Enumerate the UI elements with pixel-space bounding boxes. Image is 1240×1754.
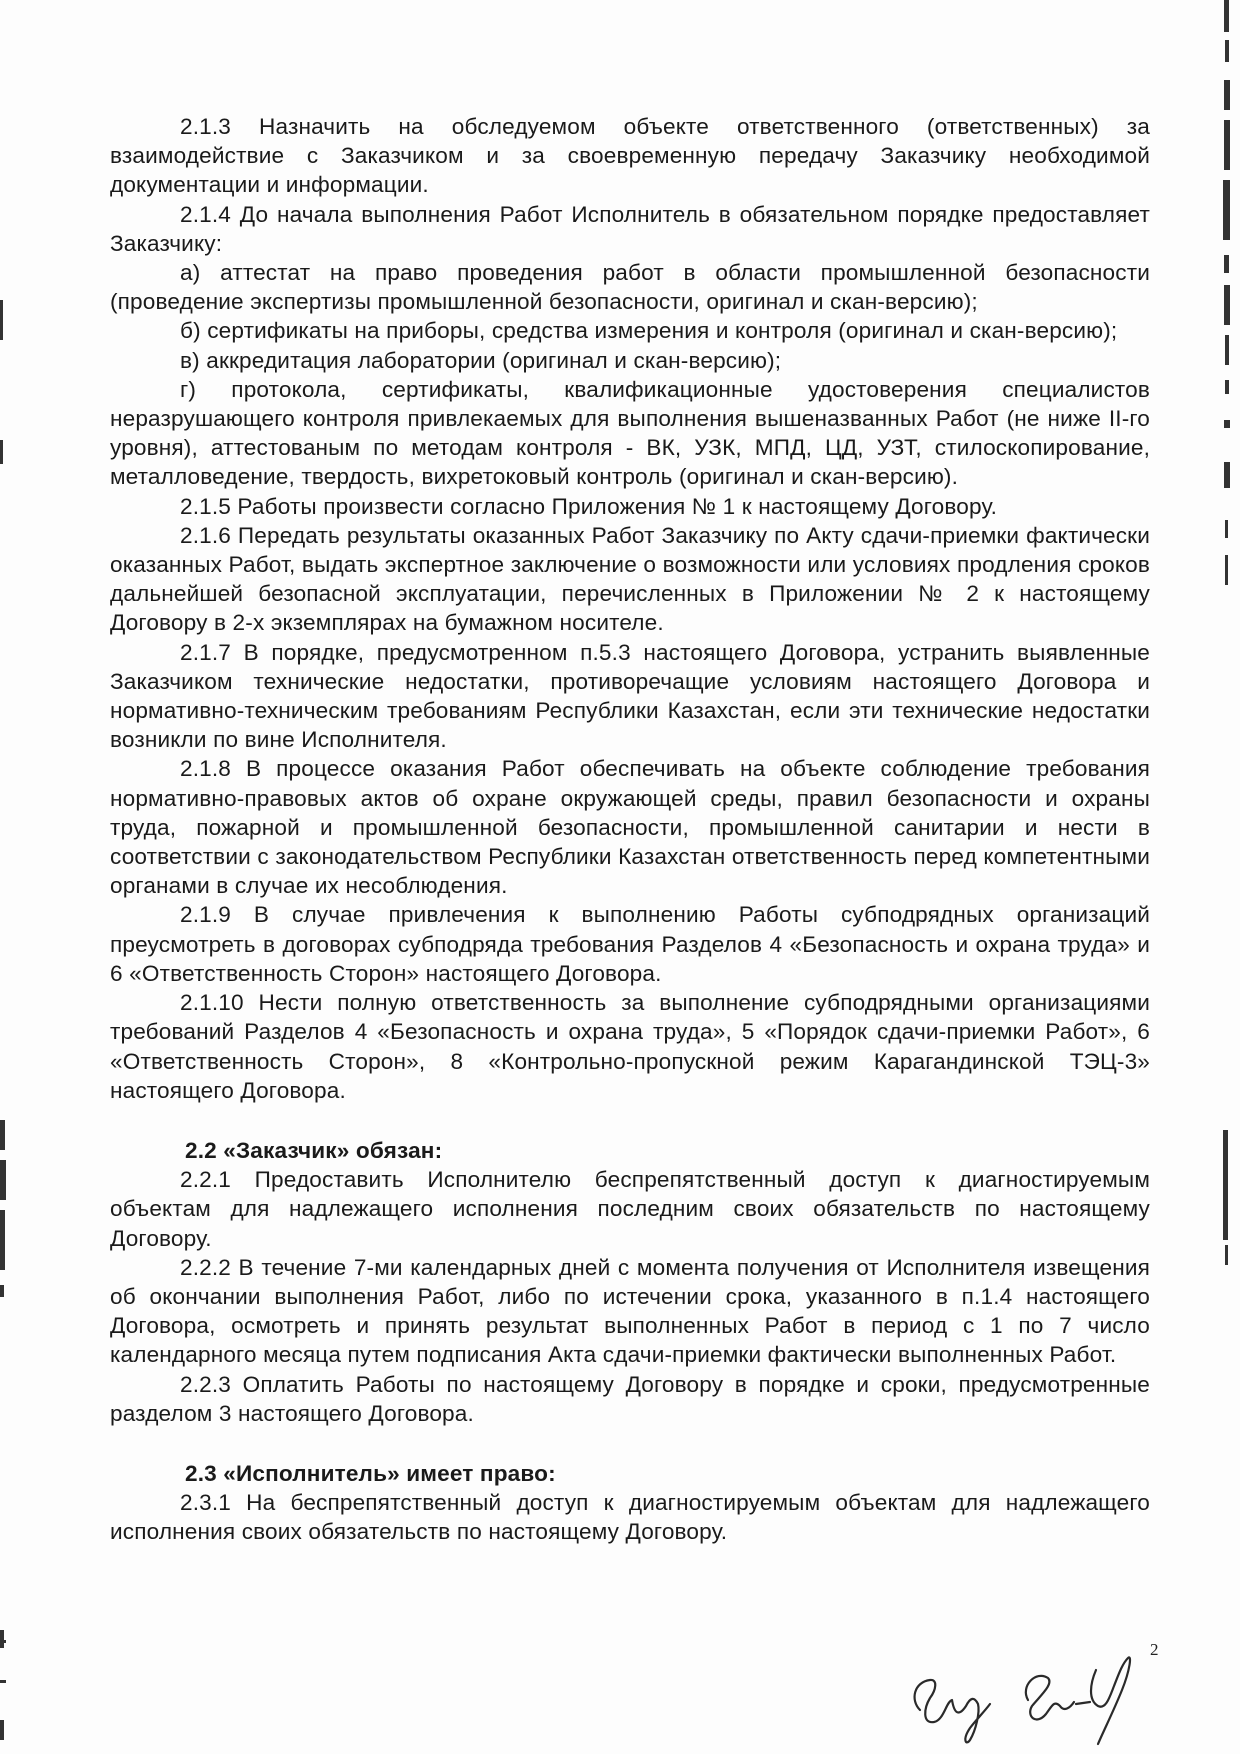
- paragraph-gap: [110, 1428, 1150, 1459]
- document-body: [110, 112, 1150, 1547]
- paragraph: 2.1.7 В порядке, предусмотренном п.5.3 настоящего Договора, устранить выявленные Заказчиком технические недостатки, противоречащие условиям настоящего Договора и нормативно-техническим требованиям Республики Казахстан, если эти технические недостатки возникли по вине Исполнителя.: [110, 639, 1150, 753]
- paragraph: 2.1.8 В процессе оказания Работ обеспечивать на объекте соблюдение требования нормативно-правовых актов об охране окружающей среды, правил безопасности и охраны труда, пожарной и промышленной безопасности, промышленной санитарии и нести в соответствии с законодательством Республики Казахстан ответственность перед компетентными органами в случае их несоблюдения.: [110, 756, 1150, 899]
- paragraph: 2.3.1 На беспрепятственный доступ к диагностируемым объектам для надлежащего исполнения своих обязательств по настоящему Договору.: [110, 1490, 1150, 1545]
- signature-left: [915, 1680, 990, 1742]
- paragraph: 2.1.10 Нести полную ответственность за выполнение субподрядными организациями требований Разделов 4 «Безопасность и охрана труда», 5 «Порядок сдачи-приемки Работ», 6 «Ответственность Сторон», 8 «Контрольно-пропускной режим Карагандинской ТЭЦ-3» настоящего Договора.: [110, 990, 1150, 1103]
- paragraph: 2.1.5 Работы произвести согласно Приложения № 1 к настоящему Договору.: [180, 493, 998, 519]
- paragraph: в) аккредитация лаборатории (оригинал и скан-версию);: [180, 347, 782, 373]
- paragraph: б) сертификаты на приборы, средства измерения и контроля (оригинал и скан-версию);: [180, 318, 1118, 344]
- paragraph: 2.1.9 В случае привлечения к выполнению Работы субподрядных организаций преусмотреть в договорах субподряда требования Разделов 4 «Безопасность и охрана труда» и 6 «Ответственность Сторон» настоящего Договора.: [110, 902, 1150, 986]
- paragraph: 2.1.4 До начала выполнения Работ Исполнитель в обязательном порядке предоставляет Заказчику:: [110, 201, 1150, 256]
- section-heading: 2.2 «Заказчик» обязан:: [185, 1137, 443, 1163]
- paragraph: г) протокола, сертификаты, квалификационные удостоверения специалистов неразрушающего контроля привлекаемых для выполнения вышеназванных Работ (не ниже II-го уровня), аттестованым по методам контроля - ВК, УЗК, МПД, ЦД, УЗТ, стилоскопирование, металловедение, твердость, вихретоковый контроль (оригинал и скан-версию).: [110, 376, 1150, 490]
- paragraph: 2.2.3 Оплатить Работы по настоящему Договору в порядке и сроки, предусмотренные разделом 3 настоящего Договора.: [110, 1371, 1150, 1426]
- page-number: 2: [1150, 1640, 1159, 1659]
- signature-right: [1026, 1657, 1130, 1744]
- paragraph: а) аттестат на право проведения работ в области промышленной безопасности (проведение экспертизы промышленной безопасности, оригинал и скан-версию);: [110, 260, 1150, 315]
- paragraph: 2.1.6 Передать результаты оказанных Работ Заказчику по Акту сдачи-приемки фактически оказанных Работ, выдать экспертное заключение о возможности или условиях продления сроков дальнейшей безопасной эксплуатации, перечисленных в Приложении № 2 к настоящему Договору в 2-х экземплярах на бумажном носителе.: [110, 522, 1150, 636]
- paragraph: 2.2.2 В течение 7-ми календарных дней с момента получения от Исполнителя извещения об окончании выполнения Работ, либо по истечении срока, указанного в п.1.4 настоящего Договора, осмотреть и принять результат выполненных Работ в период с 1 по 7 число календарного месяца путем подписания Акта сдачи-приемки фактически выполненных Работ.: [110, 1254, 1150, 1368]
- paragraph: 2.2.1 Предоставить Исполнителю беспрепятственный доступ к диагностируемым объектам для надлежащего исполнения последним своих обязательств по настоящему Договору.: [110, 1167, 1150, 1251]
- paragraph: 2.1.3 Назначить на обследуемом объекте ответственного (ответственных) за взаимодействие с Заказчиком и за своевременную передачу Заказчику необходимой документации и информации.: [110, 114, 1150, 198]
- section-heading: 2.3 «Исполнитель» имеет право:: [185, 1460, 556, 1486]
- signatures: [900, 1640, 1160, 1750]
- paragraph-gap: [110, 1105, 1150, 1136]
